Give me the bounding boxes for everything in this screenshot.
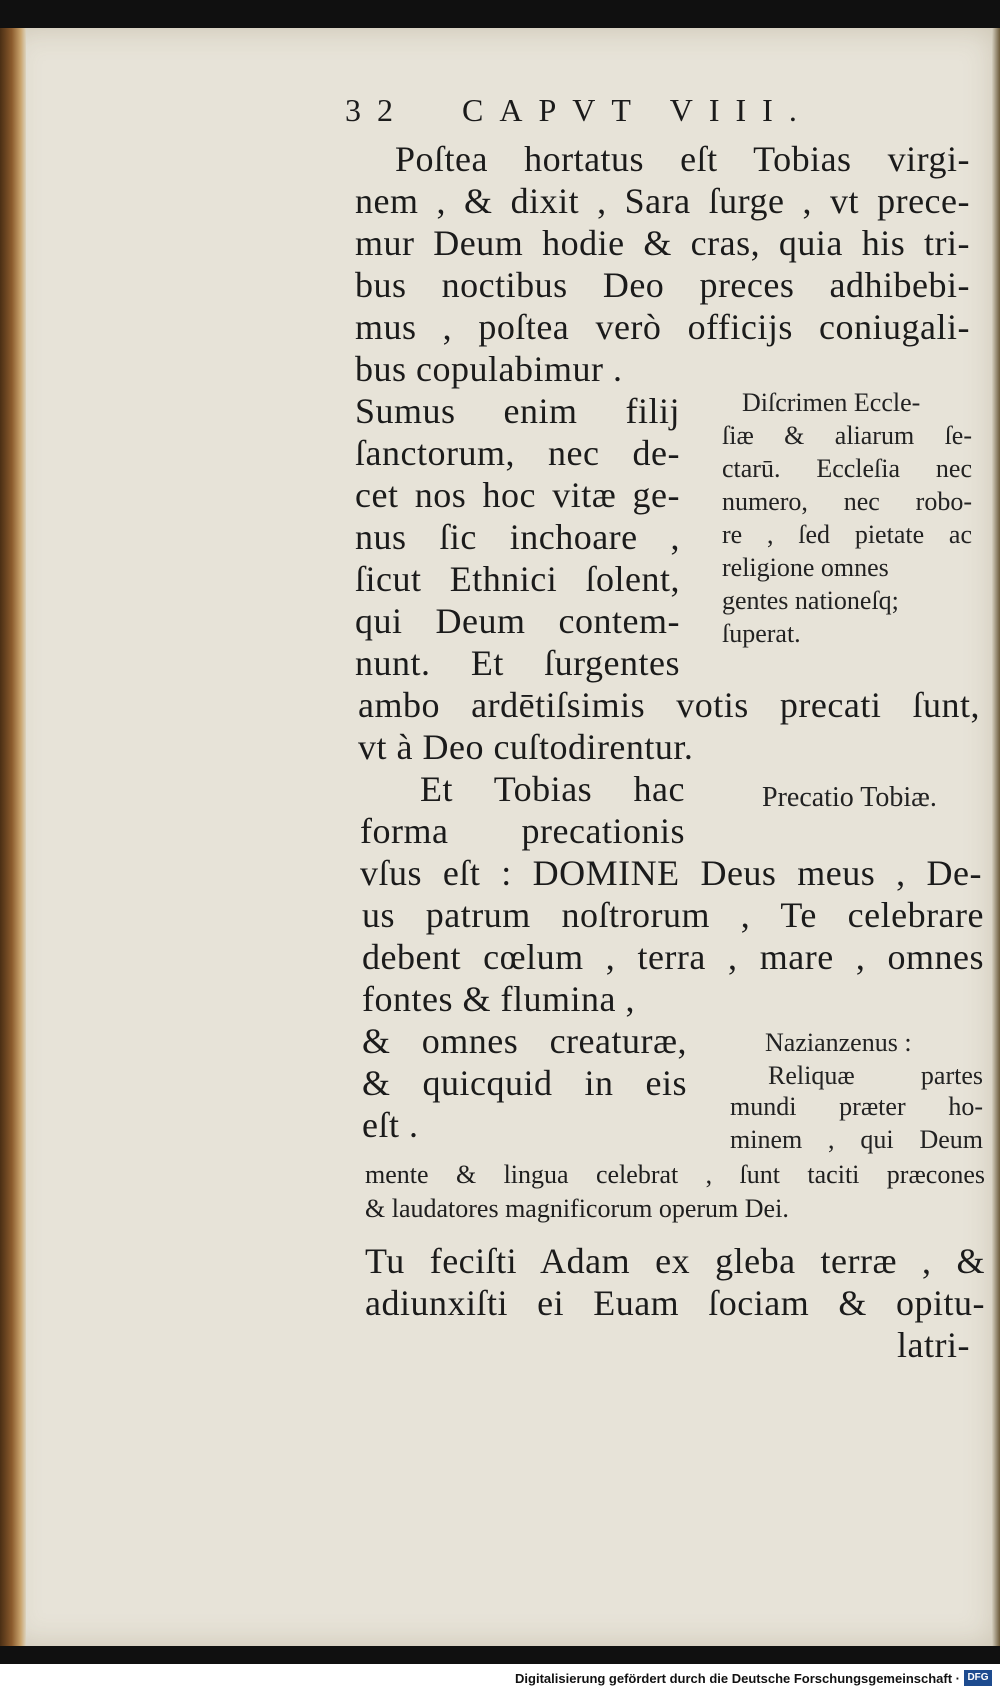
margin-note-line: Reliquæ partes [768,1061,983,1090]
body-line: Sumus enim filij [355,391,680,431]
margin-note-precatio: Precatio Tobiæ. [762,782,937,813]
body-line: nem , & dixit , Sara ſurge , vt prece- [355,181,970,221]
dfg-logo-icon: DFG [964,1670,992,1686]
body-line: nus ſic inchoare , [355,517,680,557]
body-line: & omnes creaturæ, [362,1021,687,1061]
body-line: Tu feciſti Adam ex gleba terræ , & [365,1241,985,1281]
note-line: & laudatores magnificorum operum Dei. [365,1194,789,1223]
body-line: Et Tobias hac [420,769,685,809]
body-line: mus , poſtea verò officijs coniugali- [355,307,970,347]
body-line: adiunxiſti ei Euam ſociam & opitu- [365,1283,985,1323]
running-title: CAPVT VIII. [462,92,813,128]
page-number: 32 [345,92,409,128]
body-line: ſanctorum, nec de- [355,433,680,473]
body-line: vt à Deo cuſtodirentur. [358,727,694,767]
body-line: ambo ardētiſsimis votis precati ſunt, [358,685,980,725]
footer-credit: Digitalisierung gefördert durch die Deutsche Forschungsgemeinschaft · [515,1671,960,1686]
body-line: & quicquid in eis [362,1063,687,1103]
body-line: bus noctibus Deo preces adhibebi- [355,265,970,305]
body-line: fontes & flumina , [362,979,635,1019]
margin-note-line: Diſcrimen Eccle- [742,388,921,417]
margin-note-line: minem , qui Deum [730,1125,983,1154]
body-line: us patrum noſtrorum , Te celebrare [362,895,984,935]
margin-note-line: ſuperat. [722,619,801,648]
note-line: mente & lingua celebrat , ſunt taciti præcones [365,1160,985,1189]
body-line: Poſtea hortatus eſt Tobias virgi- [395,139,970,179]
body-line: mur Deum hodie & cras, quia his tri- [355,223,970,263]
margin-note-line: Nazianzenus : [765,1028,912,1057]
margin-note-line: ſiæ & aliarum ſe- [722,421,972,450]
body-line: qui Deum contem- [355,601,680,641]
margin-note-line: re , ſed pietate ac [722,520,972,549]
book-spine-edge [0,28,26,1646]
page-right-edge [992,28,1000,1646]
body-line: ſicut Ethnici ſolent, [355,559,680,599]
margin-note-line: numero, nec robo- [722,487,972,516]
margin-note-line: ctarū. Eccleſia nec [722,454,972,483]
margin-note-line: religione omnes [722,553,889,582]
body-line: cet nos hoc vitæ ge- [355,475,680,515]
catchword: latri- [897,1325,970,1365]
body-line: eſt . [362,1105,419,1145]
body-line: forma precationis [360,811,685,851]
body-line: nunt. Et ſurgentes [355,643,680,683]
body-line: debent cœlum , terra , mare , omnes [362,937,984,977]
margin-note-line: mundi præter ho- [730,1092,983,1121]
body-line: vſus eſt : DOMINE Deus meus , De- [360,853,982,893]
margin-note-line: gentes nationeſq; [722,586,899,615]
body-line: bus copulabimur . [355,349,623,389]
digitization-footer [0,1664,1000,1694]
